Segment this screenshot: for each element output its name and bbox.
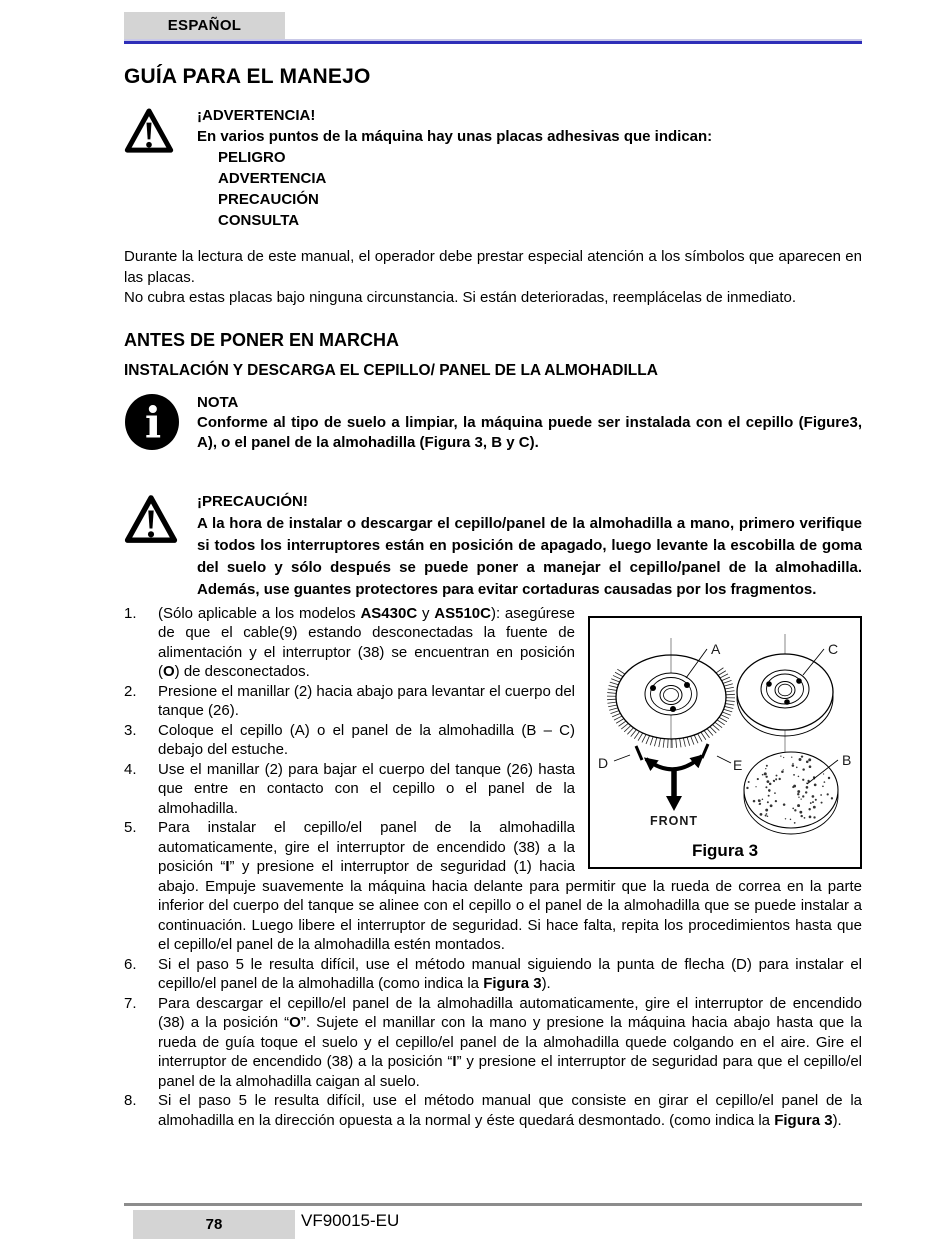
step-text: (Sólo aplicable a los modelos AS430C y AS510C): asegúrese de que el cable(9) estando desconectadas la fuente de alimentación y el interruptor (38) se encuentran en posición (O) de desconectados. (158, 604, 575, 680)
step-number: 4. (124, 760, 137, 778)
figure-label-d: D (598, 754, 609, 771)
steps-list (124, 604, 862, 1131)
caution-block (124, 491, 862, 601)
step-number: 2. (124, 682, 137, 700)
note-icon-column (124, 393, 197, 453)
figure-label-a: A (711, 640, 721, 657)
step-text: Si el paso 5 le resulta difícil, use el método manual que consiste en girar el cepillo/el panel de la almohadilla en la dirección opuesta a la normal y éste quedará desmontado. (como indica la Figura 3). (158, 1092, 862, 1129)
warning-heading: ¡ADVERTENCIA! (197, 107, 316, 124)
figure-label-e: E (733, 756, 743, 773)
step-text: Para descargar el cepillo/el panel de la almohadilla automaticamente, gire el interruptor de encendido (38) a la posición “O”. Sujete el manillar con la mano y presione la máquina hacia abajo hasta que la rueda de guía toque el suelo y el cepillo/el panel de la almohadilla quede colgando en el aire. Gire el interruptor de encendido (38) a la posición “I” y presione el interruptor de seguridad para que el cepillo/el panel de la almohadilla caigan al suelo. (158, 994, 863, 1090)
figure-label-c: C (828, 640, 839, 657)
caution-text (197, 491, 862, 601)
step-text: Si el paso 5 le resulta difícil, use el método manual siguiendo la punta de flecha (D) para instalar el cepillo/el panel de la almohadilla (como indica la Figura 3). (158, 955, 862, 992)
warning-label: PRECAUCIÓN (218, 191, 319, 208)
step-number: 7. (124, 994, 137, 1012)
sub-heading: INSTALACIÓN Y DESCARGA EL CEPILLO/ PANEL DE LA ALMOHADILLA (124, 361, 658, 379)
note-block (124, 393, 862, 453)
step-number: 1. (124, 604, 137, 622)
page-number: 78 (205, 1216, 223, 1233)
step-item (124, 1091, 862, 1130)
language-tab (124, 12, 285, 39)
note-text (197, 393, 862, 453)
paragraph: Durante la lectura de este manual, el operador debe prestar especial atención a los símbolos que aparecen en las placas. (124, 248, 862, 286)
figure-label-b: B (842, 751, 852, 768)
step-item (124, 955, 862, 994)
figure-front-label: FRONT (649, 813, 699, 828)
step-text: Use el manillar (2) para bajar el cuerpo del tanque (26) hasta que entre en contacto con el cepillo o el panel de la almohadilla. (158, 760, 575, 817)
intro-paragraphs (124, 247, 862, 309)
warning-intro: En varios puntos de la máquina hay unas placas adhesivas que indican: (197, 128, 713, 145)
document-code: VF90015-EU (301, 1211, 400, 1230)
caution-body: A la hora de instalar o descargar el cepillo/panel de la almohadilla a mano, primero verifique si todos los interruptores están en posición de apagado, luego levante la escobilla de goma del suelo y sólo después se puede poner a manejar el cepillo/panel de la almohadilla. Además, use guantes protectores para evitar cortaduras causadas por los fragmentos. (197, 514, 862, 598)
page-title: GUÍA PARA EL MANEJO (124, 65, 371, 88)
footer (124, 1203, 862, 1239)
warning-label: ADVERTENCIA (218, 170, 327, 187)
warning-icon-column (124, 105, 197, 231)
footer-divider (124, 1203, 862, 1206)
header-divider (124, 39, 862, 44)
step-number: 6. (124, 955, 137, 973)
note-heading: NOTA (197, 393, 239, 411)
figure-3-illustration (590, 618, 860, 836)
page-number-box (133, 1210, 295, 1239)
warning-label: CONSULTA (218, 212, 300, 229)
figure-3 (588, 616, 862, 869)
figure-caption: Figura 3 (691, 841, 759, 860)
step-item (124, 994, 862, 1092)
warning-triangle-icon (124, 105, 174, 157)
step-text: Coloque el cepillo (A) o el panel de la almohadilla (B – C) debajo del estuche. (158, 721, 575, 758)
warning-label: PELIGRO (218, 149, 286, 166)
svg-text:i: i (144, 398, 162, 449)
info-icon (124, 393, 181, 451)
section-heading: ANTES DE PONER EN MARCHA (124, 329, 400, 350)
step-number: 8. (124, 1092, 137, 1109)
paragraph: No cubra estas placas bajo ninguna circunstancia. Si están deterioradas, reemplácelas de inmediato. (124, 289, 797, 306)
language-tab-label: ESPAÑOL (167, 17, 242, 34)
step-text: Para instalar el cepillo/el panel de la almohadilla automaticamente, gire el interruptor de encendido (38) a la posición “I” y presione el interruptor de seguridad (1) hacia abajo. Empuje suavemente la máquina hacia delante para permitir que la rueda de correa en la parte inferior del cuerpo del tanque se alinee con el cepillo o el panel de la almohadilla que se puede instalar a continuación. Luego libere el interruptor de seguridad. Si hace falta, repita los procedimientos hasta que el cepillo/el panel de la almohadilla estén montados. (158, 819, 862, 953)
warning-label-list (218, 147, 862, 231)
caution-icon-column (124, 491, 197, 601)
step-number: 5. (124, 819, 137, 836)
step-text: Presione el manillar (2) hacia abajo para levantar el cuerpo del tanque (26). (158, 682, 575, 719)
caution-heading: ¡PRECAUCIÓN! (197, 492, 308, 510)
warning-block (124, 105, 862, 231)
caution-triangle-icon (124, 491, 178, 548)
note-body: Conforme al tipo de suelo a limpiar, la máquina puede ser instalada con el cepillo (Figure3, A), o el panel de la almohadilla (Figura 3, B y C). (197, 413, 862, 451)
step-number: 3. (124, 721, 137, 739)
warning-text (197, 105, 862, 231)
